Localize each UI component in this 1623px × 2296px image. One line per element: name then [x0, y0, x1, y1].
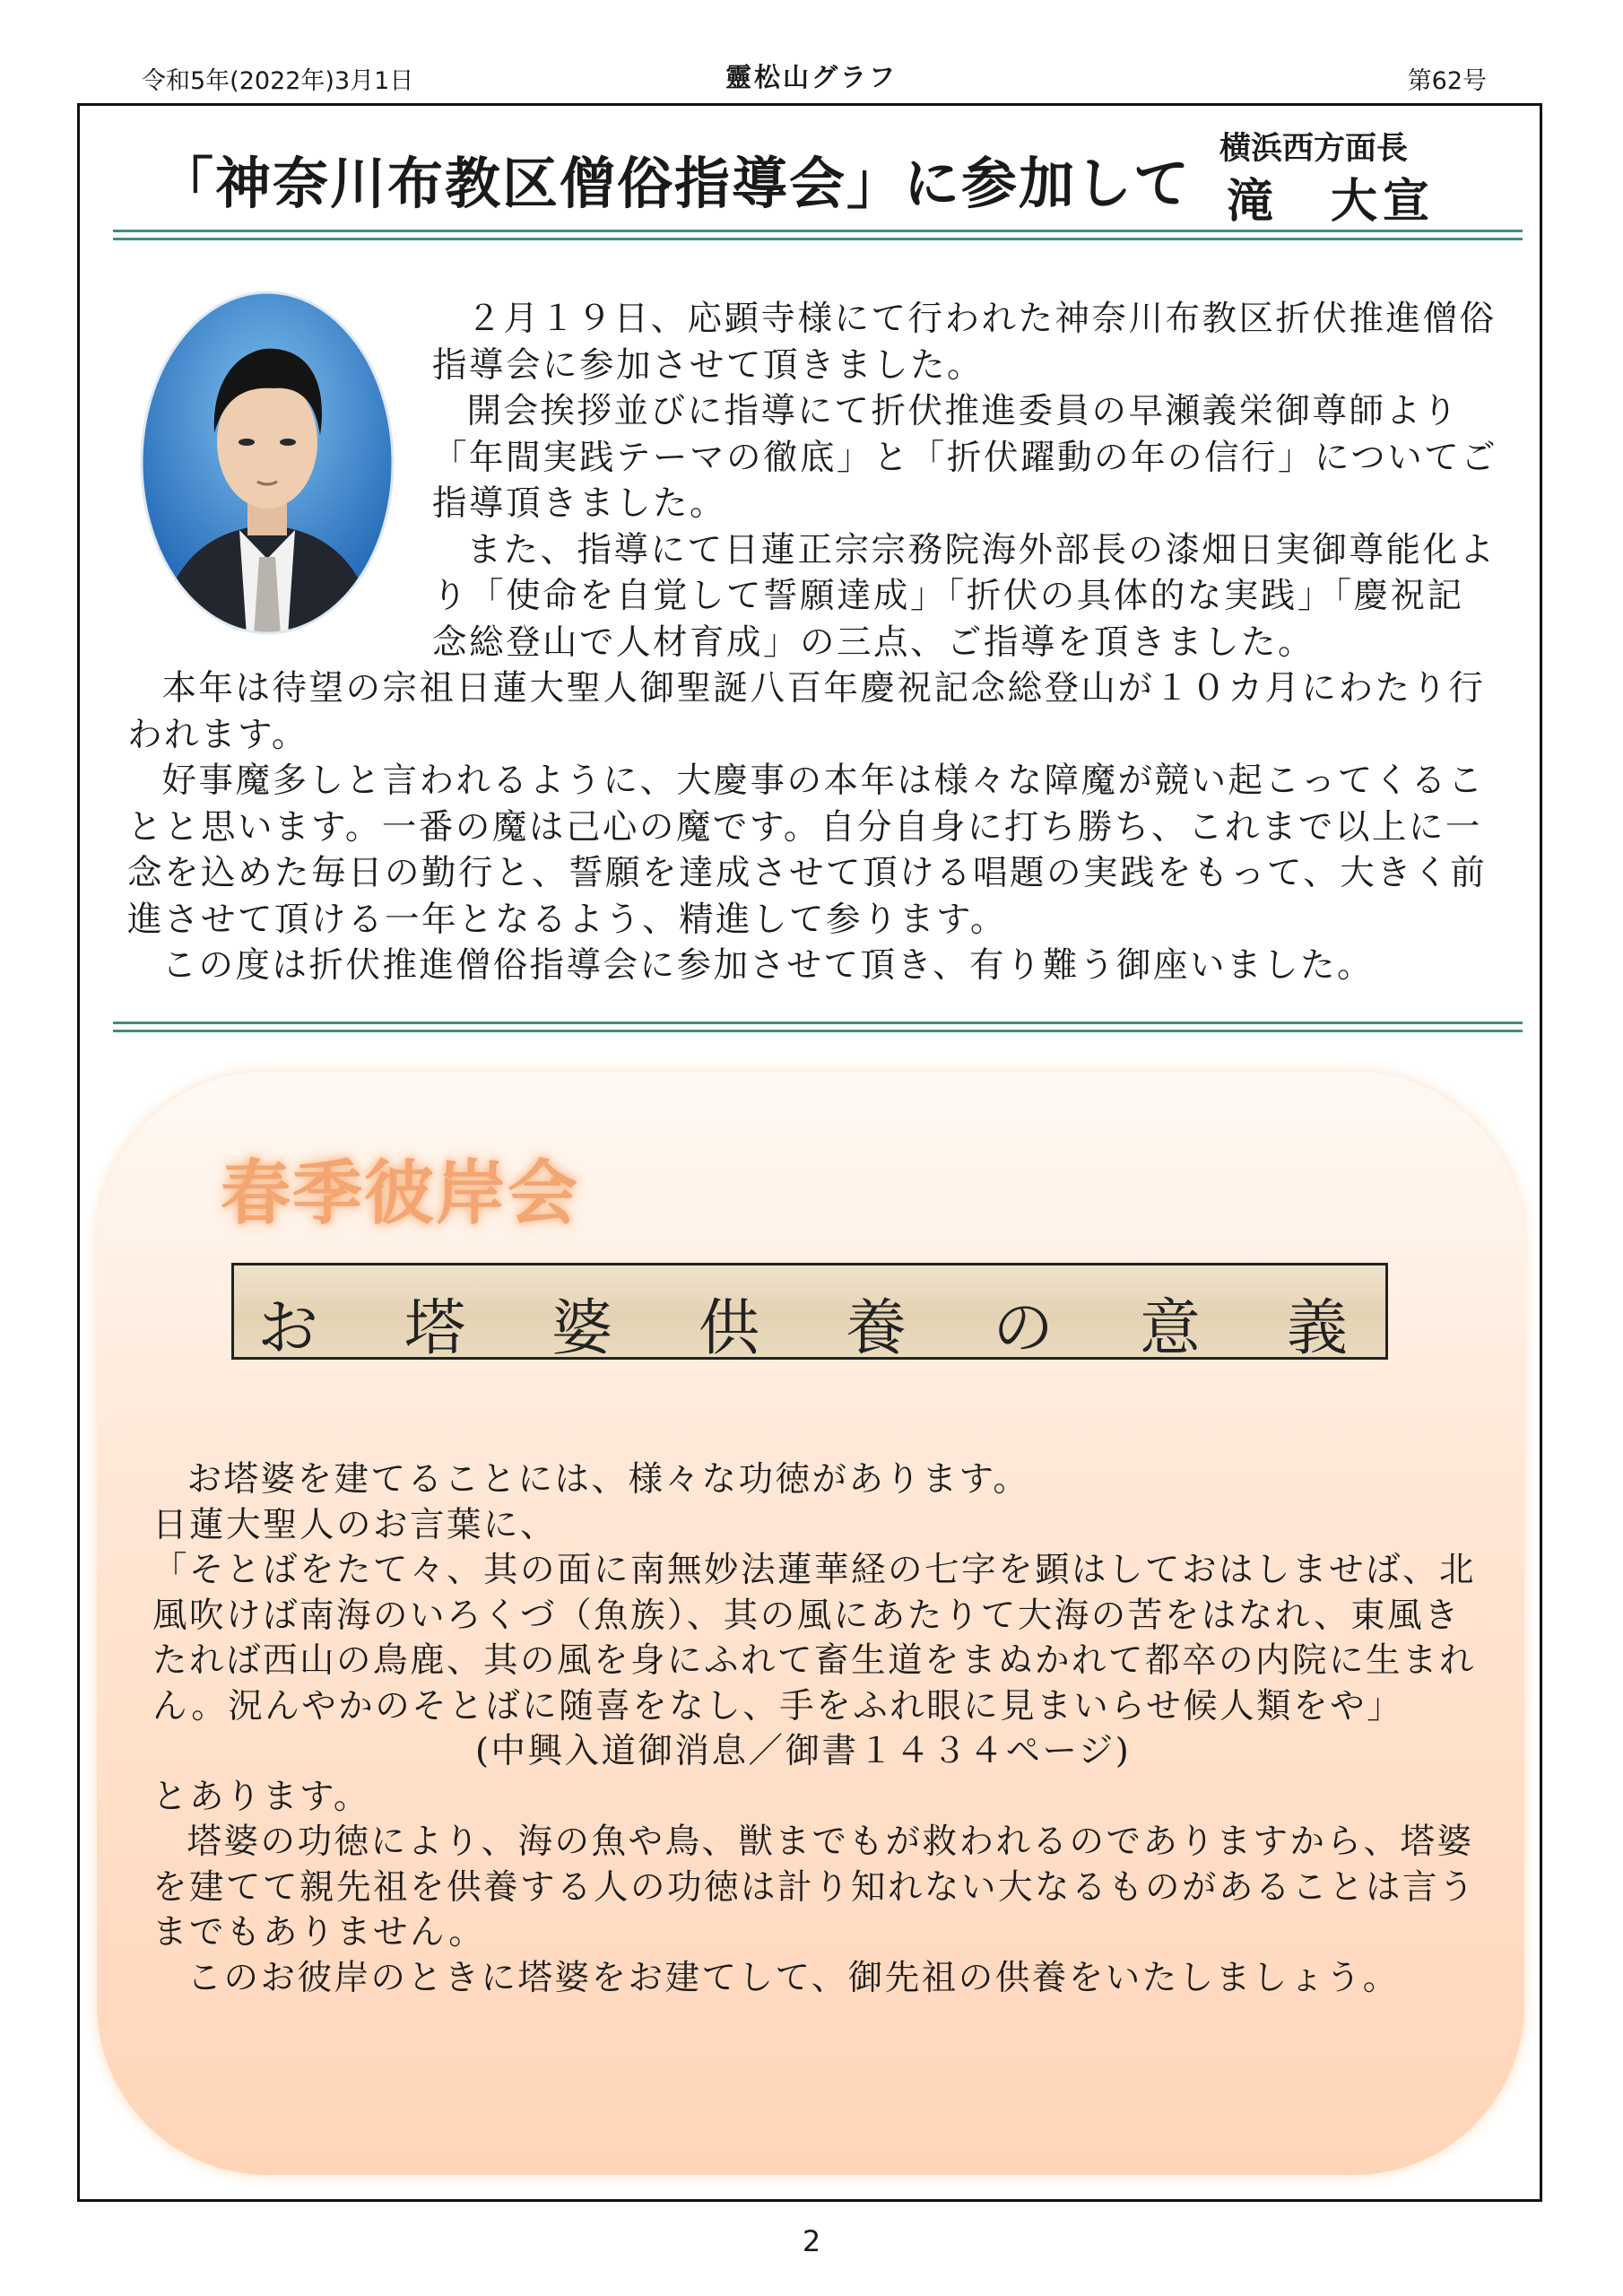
article-title: 「神奈川布教区僧俗指導会」に参加して [158, 151, 1192, 216]
subtitle-char: お [257, 1293, 319, 1364]
subtitle-char: の [993, 1293, 1055, 1364]
subtitle-char: 養 [846, 1293, 907, 1364]
paragraph: この度は折伏推進僧俗指導会に参加させて頂き、有り難う御座いました。 [161, 945, 1374, 986]
subtitle-char: 義 [1287, 1293, 1349, 1364]
subtitle-char: 意 [1140, 1293, 1202, 1364]
paragraph: 好事魔多しと言われるように、大慶事の本年は様々な障魔が競い起こってくることと思います。一番の魔は己心の魔です。自分自身に打ち勝ち、これまで以上に一念を込めた毎日の勤行と、誓願を達成させて頂ける唱題の実践をもって、大きく前進させて頂ける一年となるよう、精進して参ります。 [127, 761, 1488, 940]
publication-name: 靈松山グラフ [725, 62, 898, 92]
quotation: 「そとばをたて々、其の面に南無妙法蓮華経の七字を顕はしておはしませば、北風吹けば南海のいろくづ（魚族）、其の風にあたりて大海の苦をはなれ、東風きたれば西山の鳥鹿、其の風を身にふれて畜生道をまぬかれて都卒の内院に生まれん。況んやかのそとばに随喜をなし、手をふれ眼に見まいらせ候人類をや」 [152, 1550, 1477, 1726]
article-body [152, 1457, 1497, 2001]
issue-number: 第62号 [1407, 67, 1487, 95]
subtitle-char: 婆 [551, 1293, 613, 1364]
citation: (中興入道御消息／御書１４３４ページ) [475, 1731, 1132, 1771]
divider-bottom [113, 1022, 1523, 1032]
paragraph: お塔婆を建てることには、様々な功徳があります。 [187, 1459, 1030, 1500]
paragraph: 日蓮大聖人のお言葉に、 [152, 1504, 558, 1545]
paragraph: このお彼岸のときに塔婆をお建てして、御先祖の供養をいたしましょう。 [187, 1957, 1400, 1998]
subtitle-char: 供 [699, 1293, 760, 1364]
paragraph: 開会挨拶並びに指導にて折伏推進委員の早瀬義栄御尊師より「年間実践テーマの徹底」と「折伏躍動の年の信行」についてご指導頂きました。 [432, 391, 1498, 524]
issue-date: 令和5年(2022年)3月1日 [142, 67, 414, 95]
subtitle-box [231, 1263, 1388, 1364]
divider-top [113, 230, 1523, 240]
paragraph: ２月１９日、応顕寺様にて行われた神奈川布教区折伏推進僧俗指導会に参加させて頂きました。 [432, 299, 1497, 386]
paragraph: また、指導にて日蓮正宗宗務院海外部長の漆畑日実御尊能化より「使命を自覚して誓願達成」「折伏の具体的な実践」「慶祝記念総登山で人材育成」の三点、ご指導を頂きました。 [432, 529, 1497, 663]
paragraph: 塔婆の功徳により、海の魚や鳥、獣までもが救われるのでありますから、塔婆を建てて親先祖を供養する人の功徳は計り知れない大なるものがあることは言うまでもありません。 [152, 1822, 1477, 1952]
paragraph: とあります。 [152, 1776, 370, 1817]
section-title: 春季彼岸会 [221, 1153, 580, 1234]
page-number: 2 [802, 2224, 821, 2258]
subtitle-char: 塔 [404, 1293, 466, 1364]
article-body [127, 296, 1499, 989]
author-name: 滝 大宣 [1227, 174, 1436, 229]
paragraph: 本年は待望の宗祖日蓮大聖人御聖誕八百年慶祝記念総登山が１０カ月にわたり行われます。 [127, 668, 1486, 755]
author-affiliation: 横浜西方面長 [1219, 130, 1409, 167]
